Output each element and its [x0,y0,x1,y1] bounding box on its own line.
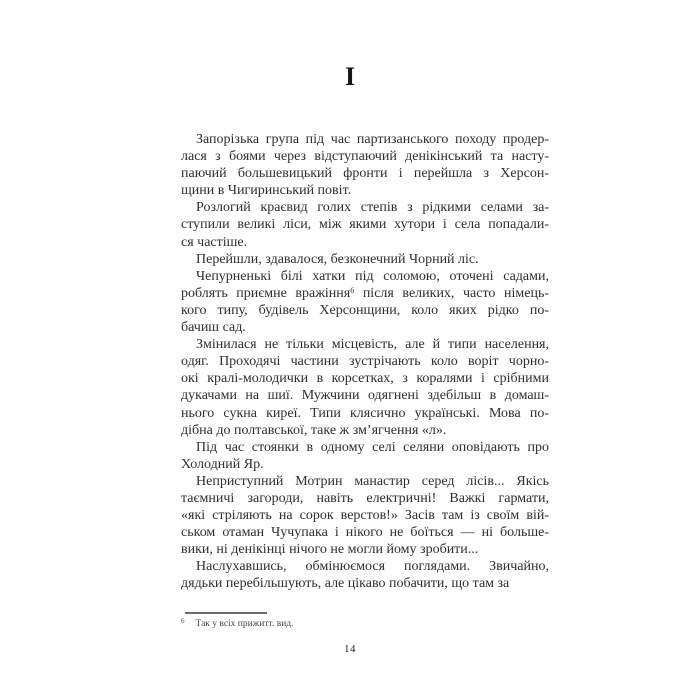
text-line: бачиш сад. [181,320,246,336]
paragraph [181,558,549,592]
text-line: вики, ні денікінці нічого не могли йому зробити... [181,542,479,558]
text-line: ступили великі ліси, між якими хутори і села попадали- [181,217,549,233]
text-line: Перейшли, здавалося, безконечний Чорний ліс. [196,251,479,267]
paragraph [181,473,549,558]
paragraph [181,251,549,268]
text-line: ськом отаман Чучупака і нікого не боїться — ні больше- [181,525,549,541]
text-line: дядьки перебільшують, але цікаво побачити, що там за [181,576,510,592]
text-line: кого типу, будівель Херсонщини, коло яких рідко по- [181,302,549,318]
text-line: таємничі загороди, навіть електричні! Важкі гармати, [181,490,549,506]
text-line: Чепурненькі білі хатки під соломою, оточені садами, [196,268,549,284]
text-line: дібна до полтавської, таке ж зм’ягчення «л». [181,422,447,438]
text-line: Змінилася не тільки місцевість, але й типи населення, [196,337,549,353]
page-number: 14 [344,643,356,655]
footnote-reference: 6 [350,285,355,295]
text-line: окі кралі-молодички в корсетках, з коралями і срібними [181,371,549,387]
text-line: Наслухавшись, обмінюємося поглядами. Звичайно, [196,559,549,575]
text-line: «які стріляють на сорок верстов!» Засів там із своїм вій- [181,508,549,524]
text-line: нього сукна киреї. Типи клясично українські. Мова по- [181,405,549,421]
paragraph [181,336,549,439]
paragraph [181,268,549,336]
text-line: Холодний Яр. [181,456,264,472]
text-line: щини в Чигиринський повіт. [181,183,352,199]
text-line: Неприступний Мотрин манастир серед лісів... Якісь [196,473,549,489]
text-line: ся частіше. [181,234,248,250]
text-line: лася з боями через відступаючий денікінський та насту- [181,149,549,165]
footnote-text: Так у всіх прижитт. вид. [195,619,294,629]
text-line: одяг. Проходячі частини зустрічають коло воріт чорно- [181,354,549,370]
text-line: Під час стоянки в одному селі селяни оповідають про [196,439,549,455]
footnote [181,618,541,630]
paragraph [181,439,549,473]
paragraph [181,199,549,250]
text-line: Запорізька група під час партизанського походу продер- [196,132,549,147]
footnote-marker: 6 [181,617,185,625]
text-line: дукачами на шиї. Мужчини одягнені здебільш в домаш- [181,388,549,404]
chapter-heading: І [344,62,356,91]
text-line: паючий большевицький фронти і перейшла з Херсон- [181,166,549,182]
text-block [181,131,549,593]
text-line: Розлогий краєвид голих степів з рідкими селами за- [196,200,549,216]
paragraph [181,131,549,199]
text-line: роблять приємне вражіння$^6$ після великих, часто німець- [181,285,549,301]
footnote-rule [185,612,267,614]
